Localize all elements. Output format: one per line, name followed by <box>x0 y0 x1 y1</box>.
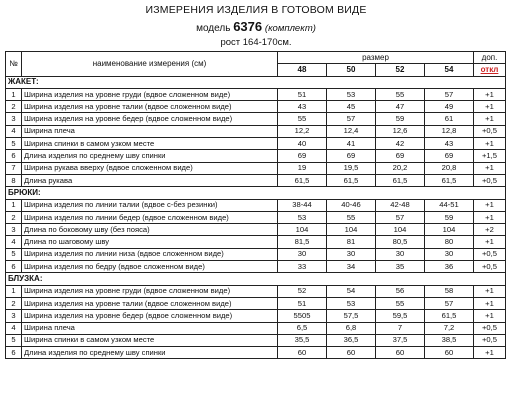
table-header-row <box>6 52 506 64</box>
model-line <box>0 19 512 34</box>
row-number: 3 <box>6 224 22 236</box>
value-48: 30 <box>278 248 327 260</box>
value-54: 61 <box>425 113 474 125</box>
size-52: 52 <box>376 64 425 76</box>
value-54: 44-51 <box>425 199 474 211</box>
section-title: ЖАКЕТ: <box>6 76 506 88</box>
row-number: 6 <box>6 150 22 162</box>
value-52: 59,5 <box>376 310 425 322</box>
value-50: 40-46 <box>327 199 376 211</box>
value-48: 19 <box>278 162 327 174</box>
measurement-name: Ширина изделия на уровне бедер (вдвое сложенном виде) <box>22 310 278 322</box>
table-row <box>6 310 506 322</box>
row-number: 2 <box>6 101 22 113</box>
measurement-name: Ширина спинки в самом узком месте <box>22 138 278 150</box>
value-52: 104 <box>376 224 425 236</box>
value-48: 12,2 <box>278 125 327 137</box>
value-50: 69 <box>327 150 376 162</box>
value-50: 61,5 <box>327 174 376 186</box>
row-number: 3 <box>6 310 22 322</box>
value-54: 69 <box>425 150 474 162</box>
col-name-header: наименование измерения (см) <box>22 52 278 77</box>
section-title: БРЮКИ: <box>6 187 506 199</box>
section-title: БЛУЗКА: <box>6 273 506 285</box>
tolerance: +1 <box>474 88 506 100</box>
value-52: 42-48 <box>376 199 425 211</box>
measurement-name: Ширина изделия по линии бедер (вдвое сложенном виде) <box>22 211 278 223</box>
document-title: ИЗМЕРЕНИЯ ИЗДЕЛИЯ В ГОТОВОМ ВИДЕ <box>145 4 367 16</box>
table-row <box>6 199 506 211</box>
value-52: 59 <box>376 113 425 125</box>
table-row <box>6 138 506 150</box>
row-number: 2 <box>6 211 22 223</box>
table-row <box>6 334 506 346</box>
measurement-name: Ширина изделия на уровне бедер (вдвое сложенном виде) <box>22 113 278 125</box>
col-tol-subheader: откл <box>474 64 506 76</box>
value-48: 35,5 <box>278 334 327 346</box>
value-54: 61,5 <box>425 310 474 322</box>
value-54: 36 <box>425 261 474 273</box>
measurement-name: Ширина изделия по линии талии (вдвое с-без резинки) <box>22 199 278 211</box>
value-50: 19,5 <box>327 162 376 174</box>
value-48: 5505 <box>278 310 327 322</box>
value-54: 49 <box>425 101 474 113</box>
value-52: 55 <box>376 297 425 309</box>
row-number: 3 <box>6 113 22 125</box>
tolerance: +1 <box>474 162 506 174</box>
row-number: 8 <box>6 174 22 186</box>
value-52: 20,2 <box>376 162 425 174</box>
row-number: 4 <box>6 322 22 334</box>
value-52: 12,6 <box>376 125 425 137</box>
measurement-name: Ширина изделия на уровне талии (вдвое сложенном виде) <box>22 297 278 309</box>
model-prefix: модель <box>196 23 231 34</box>
value-48: 55 <box>278 113 327 125</box>
height-range: рост 164-170см. <box>220 37 292 48</box>
tolerance: +2 <box>474 224 506 236</box>
value-48: 61,5 <box>278 174 327 186</box>
value-48: 51 <box>278 88 327 100</box>
table-row <box>6 261 506 273</box>
col-size-header: размер <box>278 52 474 64</box>
measurement-name: Ширина изделия на уровне талии (вдвое сложенном виде) <box>22 101 278 113</box>
row-number: 4 <box>6 125 22 137</box>
measurement-name: Ширина изделия на уровне груди (вдвое сложенном виде) <box>22 285 278 297</box>
value-54: 7,2 <box>425 322 474 334</box>
tolerance: +1 <box>474 347 506 359</box>
model-number: 6376 <box>233 19 263 34</box>
tolerance: +1 <box>474 285 506 297</box>
table-row <box>6 150 506 162</box>
row-number: 1 <box>6 88 22 100</box>
value-54: 57 <box>425 88 474 100</box>
table-row <box>6 285 506 297</box>
table-row <box>6 101 506 113</box>
measurement-name: Длина по боковому шву (без пояса) <box>22 224 278 236</box>
table-row <box>6 248 506 260</box>
tolerance: +0,5 <box>474 248 506 260</box>
tolerance: +1 <box>474 113 506 125</box>
value-50: 36,5 <box>327 334 376 346</box>
measurement-name: Ширина изделия по бедру (вдвое сложенном виде) <box>22 261 278 273</box>
value-50: 60 <box>327 347 376 359</box>
value-48: 69 <box>278 150 327 162</box>
value-52: 35 <box>376 261 425 273</box>
value-50: 6,8 <box>327 322 376 334</box>
value-50: 57,5 <box>327 310 376 322</box>
value-50: 53 <box>327 88 376 100</box>
value-54: 20,8 <box>425 162 474 174</box>
section-row <box>6 187 506 199</box>
value-52: 57 <box>376 211 425 223</box>
value-50: 54 <box>327 285 376 297</box>
measurement-name: Ширина плеча <box>22 125 278 137</box>
table-row <box>6 297 506 309</box>
col-tol-header: доп. <box>474 52 506 64</box>
value-50: 30 <box>327 248 376 260</box>
value-54: 57 <box>425 297 474 309</box>
value-50: 104 <box>327 224 376 236</box>
value-50: 45 <box>327 101 376 113</box>
value-48: 43 <box>278 101 327 113</box>
measurement-name: Ширина изделия на уровне груди (вдвое сложенном виде) <box>22 88 278 100</box>
row-number: 7 <box>6 162 22 174</box>
tolerance: +0,5 <box>474 125 506 137</box>
col-no-header: № <box>6 52 22 77</box>
value-52: 37,5 <box>376 334 425 346</box>
measurement-name: Ширина рукава вверху (вдвое сложенном виде) <box>22 162 278 174</box>
value-48: 104 <box>278 224 327 236</box>
value-54: 104 <box>425 224 474 236</box>
table-row <box>6 174 506 186</box>
row-number: 5 <box>6 248 22 260</box>
value-54: 80 <box>425 236 474 248</box>
measurement-name: Длина изделия по среднему шву спинки <box>22 150 278 162</box>
value-54: 12,8 <box>425 125 474 137</box>
table-row <box>6 211 506 223</box>
value-52: 69 <box>376 150 425 162</box>
measurement-name: Ширина плеча <box>22 322 278 334</box>
value-52: 56 <box>376 285 425 297</box>
value-52: 60 <box>376 347 425 359</box>
value-54: 30 <box>425 248 474 260</box>
value-54: 58 <box>425 285 474 297</box>
value-52: 47 <box>376 101 425 113</box>
measurement-table <box>5 51 506 359</box>
row-number: 1 <box>6 199 22 211</box>
tolerance: +1 <box>474 310 506 322</box>
value-54: 59 <box>425 211 474 223</box>
table-row <box>6 162 506 174</box>
size-48: 48 <box>278 64 327 76</box>
tolerance: +1 <box>474 138 506 150</box>
tolerance: +1 <box>474 297 506 309</box>
value-50: 55 <box>327 211 376 223</box>
tolerance: +1,5 <box>474 150 506 162</box>
section-row <box>6 76 506 88</box>
row-number: 2 <box>6 297 22 309</box>
value-50: 53 <box>327 297 376 309</box>
value-50: 81 <box>327 236 376 248</box>
tolerance: +0,5 <box>474 322 506 334</box>
row-number: 1 <box>6 285 22 297</box>
value-48: 38-44 <box>278 199 327 211</box>
value-52: 7 <box>376 322 425 334</box>
tolerance: +1 <box>474 199 506 211</box>
value-48: 60 <box>278 347 327 359</box>
value-54: 38,5 <box>425 334 474 346</box>
measurement-name: Ширина изделия по линии низа (вдвое сложенном виде) <box>22 248 278 260</box>
value-52: 55 <box>376 88 425 100</box>
section-row <box>6 273 506 285</box>
row-number: 6 <box>6 347 22 359</box>
value-52: 30 <box>376 248 425 260</box>
size-54: 54 <box>425 64 474 76</box>
table-row <box>6 224 506 236</box>
value-48: 40 <box>278 138 327 150</box>
value-50: 34 <box>327 261 376 273</box>
table-row <box>6 236 506 248</box>
measurement-name: Длина рукава <box>22 174 278 186</box>
measurement-name: Длина по шаговому шву <box>22 236 278 248</box>
value-54: 43 <box>425 138 474 150</box>
measurement-name: Ширина спинки в самом узком месте <box>22 334 278 346</box>
table-row <box>6 125 506 137</box>
value-50: 41 <box>327 138 376 150</box>
measurement-name: Длина изделия по среднему шву спинки <box>22 347 278 359</box>
tolerance: +1 <box>474 101 506 113</box>
table-row <box>6 88 506 100</box>
value-50: 57 <box>327 113 376 125</box>
value-48: 52 <box>278 285 327 297</box>
tolerance: +0,5 <box>474 174 506 186</box>
size-50: 50 <box>327 64 376 76</box>
value-48: 81,5 <box>278 236 327 248</box>
value-52: 61,5 <box>376 174 425 186</box>
value-52: 80,5 <box>376 236 425 248</box>
value-50: 12,4 <box>327 125 376 137</box>
table-row <box>6 322 506 334</box>
value-54: 61,5 <box>425 174 474 186</box>
row-number: 5 <box>6 138 22 150</box>
tolerance: +1 <box>474 236 506 248</box>
value-48: 51 <box>278 297 327 309</box>
row-number: 4 <box>6 236 22 248</box>
value-52: 42 <box>376 138 425 150</box>
value-48: 6,5 <box>278 322 327 334</box>
table-row <box>6 347 506 359</box>
tolerance: +0,5 <box>474 261 506 273</box>
tolerance: +0,5 <box>474 334 506 346</box>
model-kit: (комплект) <box>264 23 316 34</box>
value-48: 53 <box>278 211 327 223</box>
row-number: 5 <box>6 334 22 346</box>
row-number: 6 <box>6 261 22 273</box>
value-54: 60 <box>425 347 474 359</box>
tolerance: +1 <box>474 211 506 223</box>
value-48: 33 <box>278 261 327 273</box>
table-row <box>6 113 506 125</box>
